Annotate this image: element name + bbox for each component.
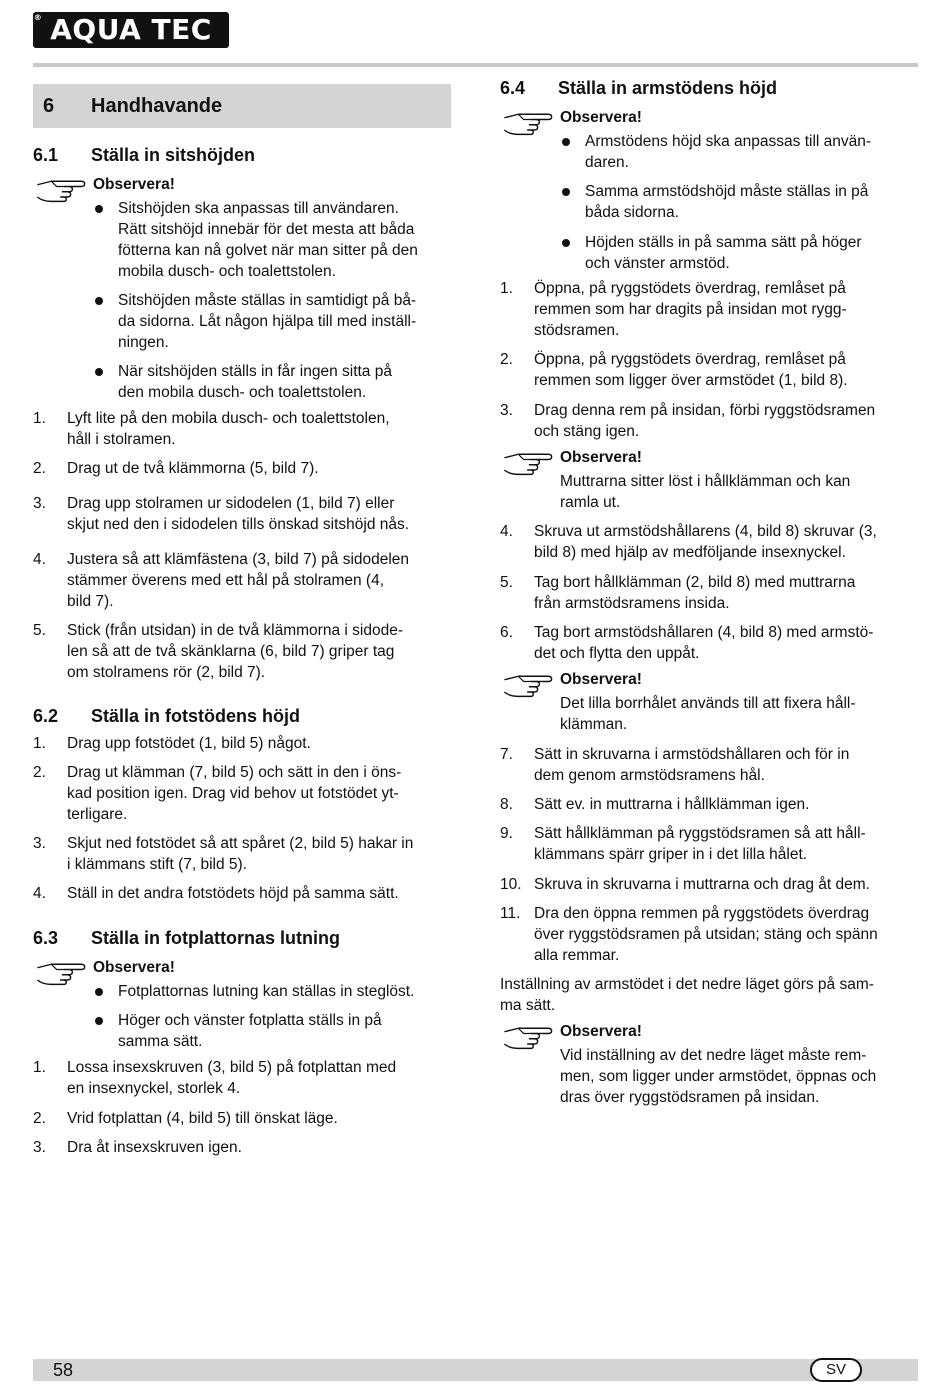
step-number: 7. [500, 746, 513, 763]
footer-bar [33, 1359, 918, 1381]
step-number: 3. [33, 1139, 46, 1156]
section-heading-6-4 [500, 76, 918, 100]
bullet-text: När sitshöjden ställs in får ingen sitta på den mobila dusch- och toalettstolen. [118, 363, 392, 401]
paragraph-lower-position: Inställning av armstödet i det nedre läget görs på sam- ma sätt. [500, 976, 874, 1014]
logo-registered-mark: ® [33, 13, 43, 22]
pointing-hand-icon [33, 176, 89, 204]
step-number: 8. [500, 796, 513, 813]
step-number: 2. [33, 1110, 46, 1127]
step-text: Dra åt insexskruven igen. [67, 1139, 242, 1156]
bullet-dot [562, 239, 570, 247]
bullet-dot [95, 1017, 103, 1025]
bullet-text: Fotplattornas lutning kan ställas in steglöst. [118, 983, 415, 1000]
step-number: 3. [33, 835, 46, 852]
step-number: 5. [500, 574, 513, 591]
chapter-heading [33, 84, 451, 128]
bullet-text: Sitshöjden ska anpassas till användaren. Rätt sitshöjd innebär för det mesta att båda fötterna kan nå golvet när man sitter på den mobila dusch- och toalettstolen. [118, 200, 418, 280]
step-text: Skruva ut armstödshållarens (4, bild 8) skruvar (3, bild 8) med hjälp av medföljande insexnyckel. [534, 523, 877, 561]
step-number: 3. [500, 402, 513, 419]
step-number: 1. [500, 280, 513, 297]
step-text: Skjut ned fotstödet så att spåret (2, bild 5) hakar in i klämmans stift (7, bild 5). [67, 835, 414, 873]
step-number: 1. [33, 735, 46, 752]
step-text: Tag bort hållklämman (2, bild 8) med muttrarna från armstödsramens insida. [534, 574, 856, 612]
step-number: 10. [500, 876, 522, 893]
pointing-hand-icon [500, 671, 556, 699]
step-text: Ställ in det andra fotstödets höjd på samma sätt. [67, 885, 399, 902]
aquatec-logo [33, 12, 229, 48]
step-text: Stick (från utsidan) in de två klämmorna i sidode- len så att de två skänklarna (6, bild 7) griper tag om stolramens rör (2, bild 7). [67, 622, 403, 681]
logo-text: AQUA TEC [50, 13, 212, 46]
step-number: 1. [33, 410, 46, 427]
section-title: Ställa in armstödens höjd [558, 78, 778, 98]
step-text: Öppna, på ryggstödets överdrag, remlåset på remmen som ligger över armstödet (1, bild 8). [534, 351, 848, 389]
step-number: 9. [500, 825, 513, 842]
step-text: Tag bort armstödshållaren (4, bild 8) med armstö- det och flytta den uppåt. [534, 624, 874, 662]
bullet-dot [95, 368, 103, 376]
language-badge: SV [810, 1358, 862, 1382]
note-label: Observera! [93, 959, 175, 976]
step-text: Lyft lite på den mobila dusch- och toalettstolen, håll i stolramen. [67, 410, 390, 448]
section-number: 6.1 [33, 145, 59, 165]
step-number: 4. [33, 551, 46, 568]
chapter-number: 6 [43, 95, 55, 117]
step-text: Justera så att klämfästena (3, bild 7) på sidodelen stämmer överens med ett hål på stolramen (4, bild 7). [67, 551, 410, 610]
step-number: 6. [500, 624, 513, 641]
step-number: 3. [33, 495, 46, 512]
header-rule [33, 63, 918, 67]
section-heading-6-2 [33, 704, 451, 728]
bullet-dot [95, 988, 103, 996]
bullet-text: Sitshöjden måste ställas in samtidigt på bå- da sidorna. Låt någon hjälpa till med inställ- ningen. [118, 292, 417, 351]
section-number: 6.2 [33, 706, 59, 726]
step-text: Öppna, på ryggstödets överdrag, remlåset på remmen som har dragits på insidan mot rygg- stödsramen. [534, 280, 847, 339]
step-text: Skruva in skruvarna i muttrarna och drag åt dem. [534, 876, 870, 893]
step-text: Sätt in skruvarna i armstödshållaren och för in dem genom armstödsramens hål. [534, 746, 850, 784]
section-title: Ställa in sitshöjden [91, 145, 256, 165]
pointing-hand-icon [500, 1023, 556, 1051]
note-text: Muttrarna sitter löst i hållklämman och kan ramla ut. [560, 473, 851, 511]
section-title: Ställa in fotplattornas lutning [91, 928, 340, 948]
step-text: Vrid fotplattan (4, bild 5) till önskat läge. [67, 1110, 338, 1127]
page-number: 58 [53, 1360, 74, 1380]
step-text: Drag ut de två klämmorna (5, bild 7). [67, 460, 319, 477]
step-number: 4. [500, 523, 513, 540]
bullet-dot [562, 188, 570, 196]
bullet-text: Höger och vänster fotplatta ställs in på samma sätt. [118, 1012, 382, 1050]
step-text: Drag ut klämman (7, bild 5) och sätt in den i öns- kad position igen. Drag vid behov ut fotstödet yt- terligare. [67, 764, 402, 823]
note-label: Observera! [560, 449, 642, 466]
bullet-dot [562, 138, 570, 146]
chapter-title: Handhavande [91, 95, 223, 117]
step-number: 1. [33, 1059, 46, 1076]
note-label: Observera! [93, 176, 175, 193]
step-text: Sätt hållklämman på ryggstödsramen så att håll- klämmans spärr griper in i det lilla hålet. [534, 825, 866, 863]
section-title: Ställa in fotstödens höjd [91, 706, 301, 726]
step-text: Lossa insexskruven (3, bild 5) på fotplattan med en insexnyckel, storlek 4. [67, 1059, 397, 1097]
bullet-text: Höjden ställs in på samma sätt på höger och vänster armstöd. [585, 234, 862, 272]
step-number: 11. [500, 905, 521, 922]
bullet-dot [95, 205, 103, 213]
step-text: Sätt ev. in muttrarna i hållklämman igen. [534, 796, 810, 813]
step-text: Drag upp stolramen ur sidodelen (1, bild 7) eller skjut ned den i sidodelen tills önskad sitshöjd nås. [67, 495, 410, 533]
section-number: 6.4 [500, 78, 526, 98]
step-text: Dra den öppna remmen på ryggstödets överdrag över ryggstödsramen på utsidan; stäng och spänn alla remmar. [534, 905, 878, 964]
step-number: 4. [33, 885, 46, 902]
step-number: 2. [33, 460, 46, 477]
step-number: 2. [33, 764, 46, 781]
note-text: Det lilla borrhålet används till att fixera håll- klämman. [560, 695, 856, 733]
step-text: Drag upp fotstödet (1, bild 5) något. [67, 735, 311, 752]
section-number: 6.3 [33, 928, 59, 948]
bullet-text: Samma armstödshöjd måste ställas in på båda sidorna. [585, 183, 869, 221]
pointing-hand-icon [33, 959, 89, 987]
pointing-hand-icon [500, 449, 556, 477]
section-heading-6-3 [33, 926, 451, 950]
step-number: 2. [500, 351, 513, 368]
section-heading-6-1 [33, 143, 451, 167]
bullet-dot [95, 297, 103, 305]
bullet-text: Armstödens höjd ska anpassas till använ- daren. [585, 133, 872, 171]
note-text: Vid inställning av det nedre läget måste rem- men, som ligger under armstödet, öppnas och dras över ryggstödsramen på insidan. [560, 1047, 877, 1106]
note-label: Observera! [560, 109, 642, 126]
note-label: Observera! [560, 671, 642, 688]
pointing-hand-icon [500, 109, 556, 137]
step-number: 5. [33, 622, 46, 639]
step-text: Drag denna rem på insidan, förbi ryggstödsramen och stäng igen. [534, 402, 876, 440]
note-label: Observera! [560, 1023, 642, 1040]
